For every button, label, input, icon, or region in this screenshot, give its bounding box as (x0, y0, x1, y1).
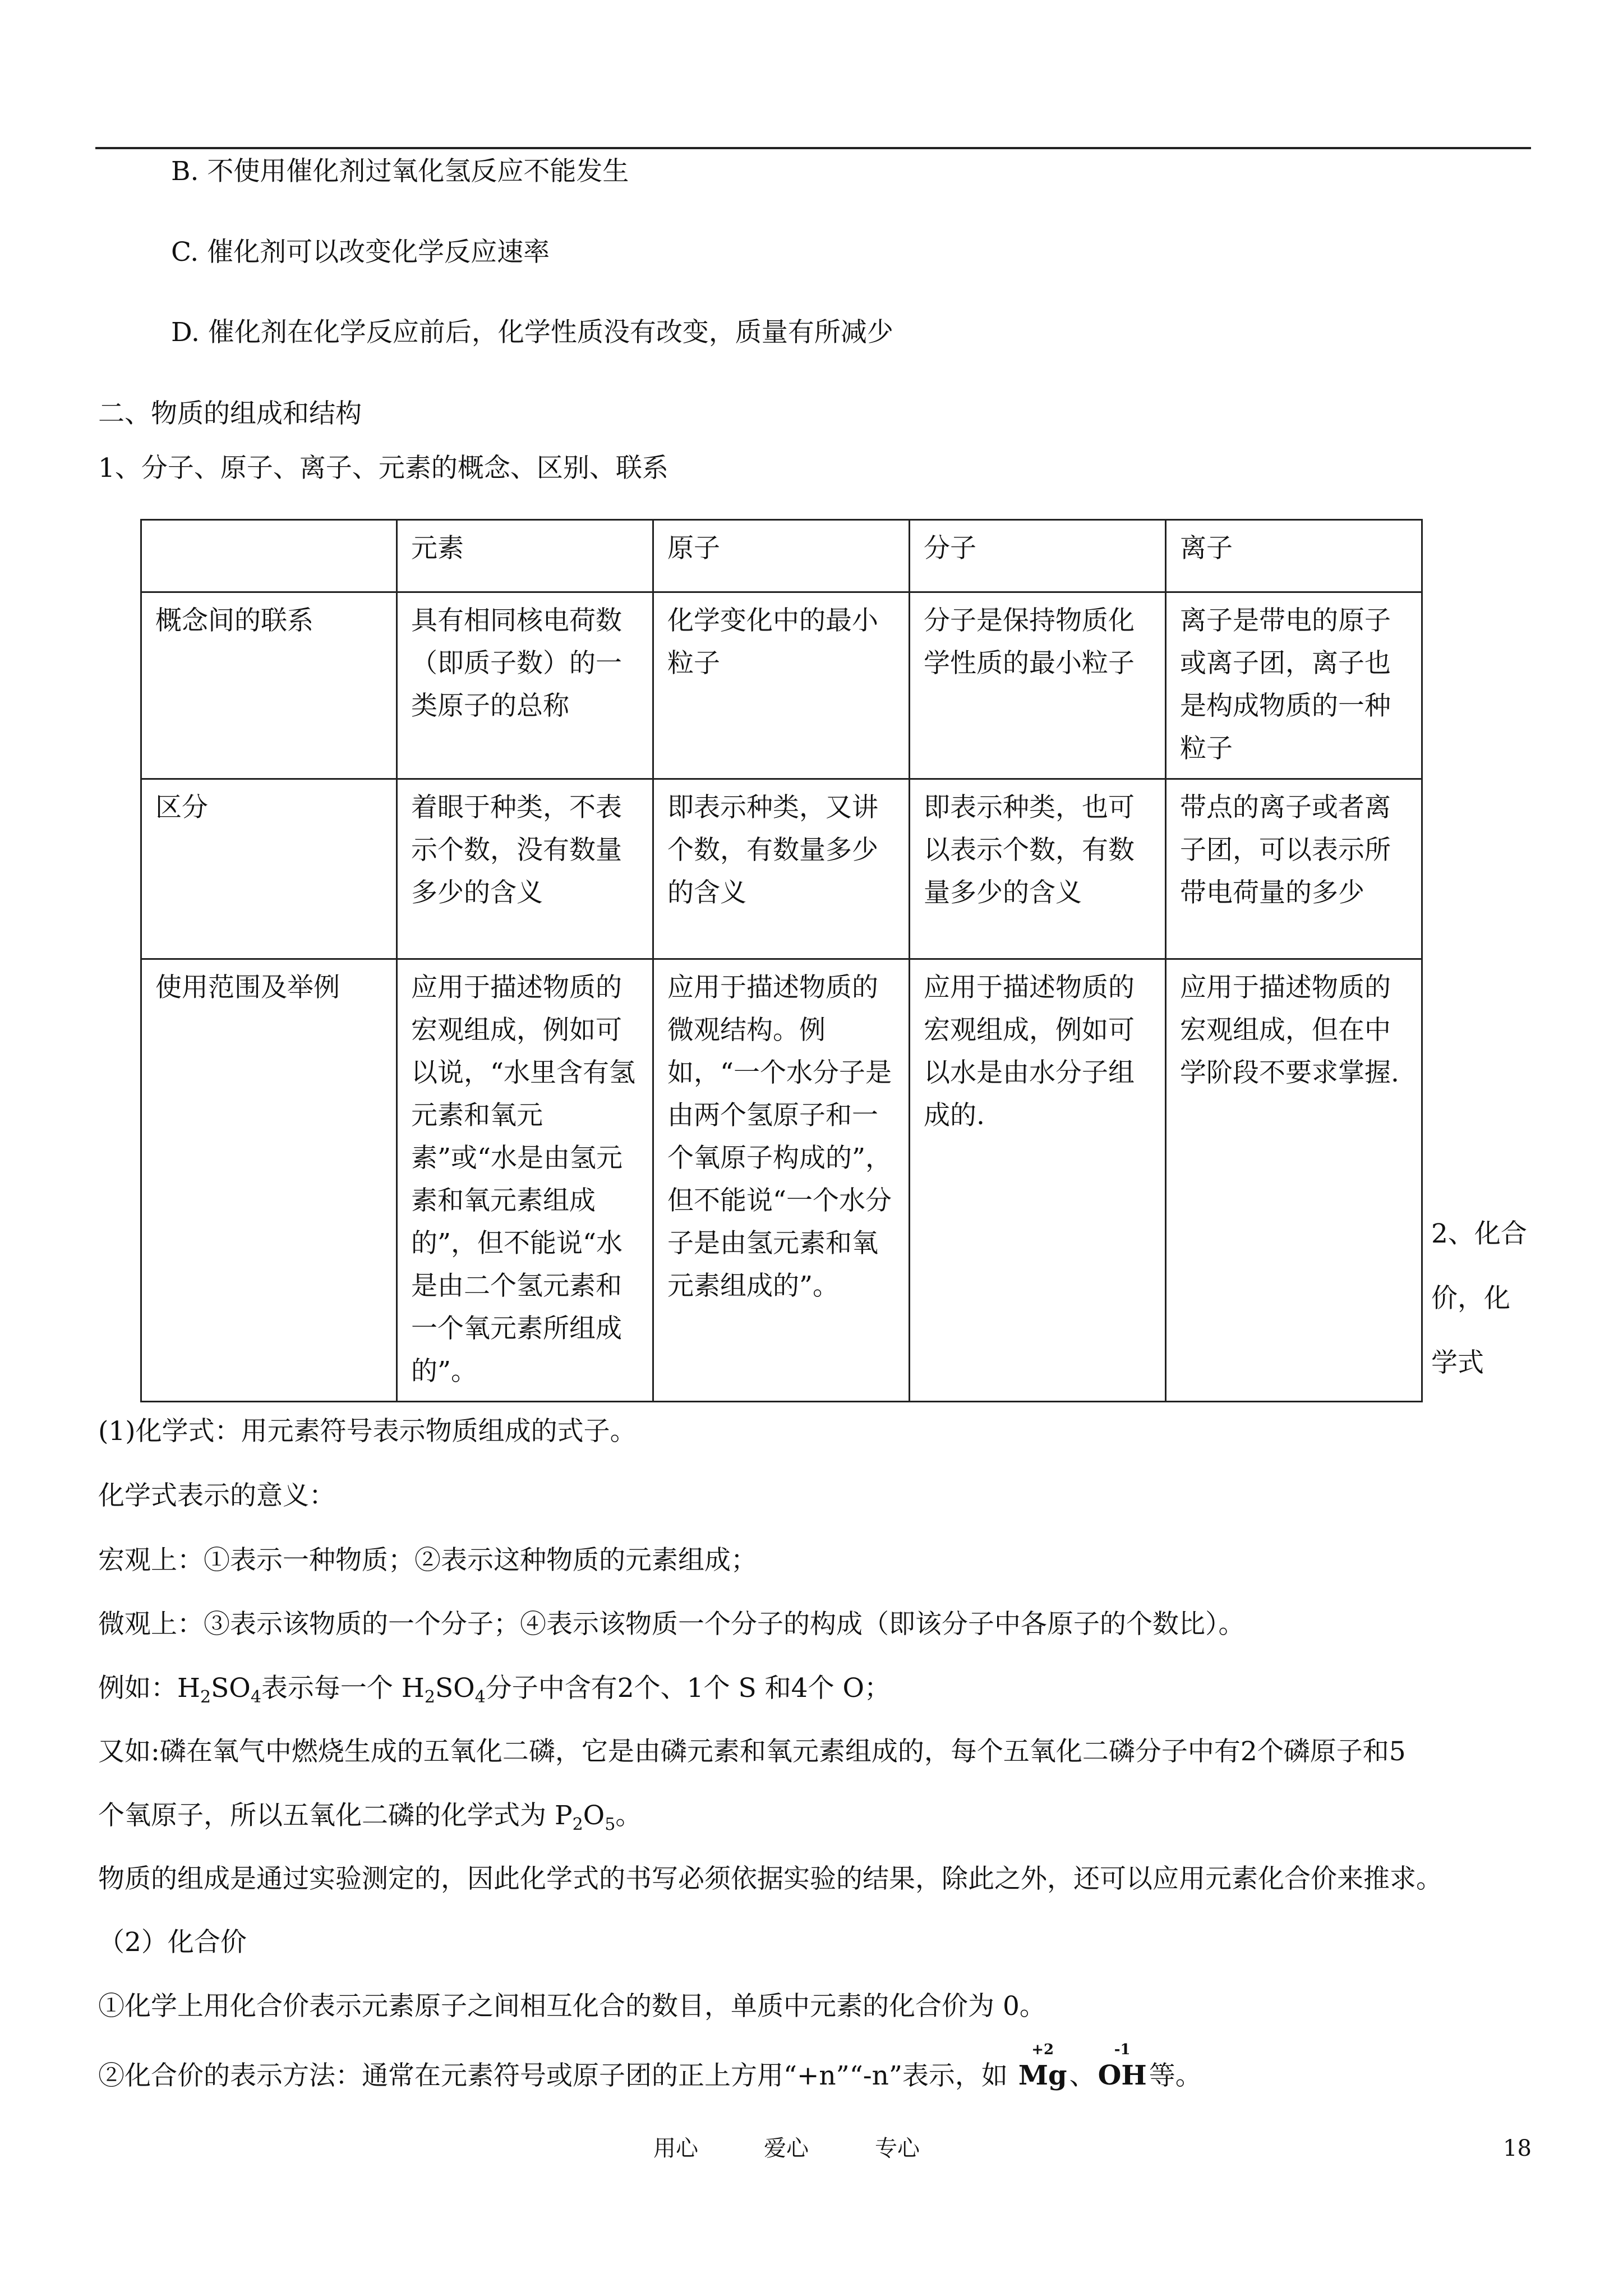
option-d: D. 催化剂在化学反应前后，化学性质没有改变，质量有所减少 (171, 317, 893, 348)
valence-superscript: -1 (1114, 2041, 1131, 2058)
text-run: SO (211, 1673, 251, 1704)
table-cell: 应用于描述物质的宏观组成，例如可以水是由水分子组成的. (910, 959, 1166, 1402)
footer-left: 用心 (653, 2136, 698, 2161)
paragraph-micro: 微观上：③表示该物质的一个分子；④表示该物质一个分子的构成（即该分子中各原子的个数比）。 (98, 1609, 1245, 1640)
text-run: 表示每一个 H (261, 1673, 425, 1704)
table-header-cell: 离子 (1166, 520, 1422, 592)
text-run: 、 (1069, 2060, 1096, 2091)
element-symbol: Mg (1018, 2060, 1067, 2091)
subscript: 4 (250, 1687, 261, 1707)
paragraph-example-p2o5: 又如:磷在氧气中燃烧生成的五氧化二磷，它是由磷元素和氧元素组成的，每个五氧化二磷分子中有2个磷原子和5 (98, 1736, 1406, 1767)
subscript: 2 (572, 1815, 583, 1834)
header-rule (95, 147, 1531, 149)
element-symbol: OH (1098, 2060, 1147, 2091)
paragraph-valence-notation (98, 2041, 1202, 2093)
concept-table (140, 519, 1423, 1402)
valence-superscript: +2 (1031, 2041, 1054, 2058)
paragraph-formula-definition: (1)化学式：用元素符号表示物质组成的式子。 (98, 1416, 637, 1447)
text-run: 。 (615, 1800, 642, 1831)
footer-right: 专心 (875, 2136, 920, 2161)
table-row (141, 592, 1422, 779)
side-note-line: 学式 (1431, 1347, 1484, 1378)
table-row (141, 779, 1422, 959)
valence-mg (1018, 2041, 1067, 2092)
table-cell: 着眼于种类，不表示个数，没有数量多少的含义 (397, 779, 653, 959)
table-row-label: 区分 (141, 779, 397, 959)
text-run: O (583, 1800, 605, 1831)
option-b: B. 不使用催化剂过氧化氢反应不能发生 (171, 156, 629, 187)
paragraph-valence-title: （2）化合价 (98, 1927, 247, 1958)
table-cell: 具有相同核电荷数（即质子数）的一类原子的总称 (397, 592, 653, 779)
paragraph-valence-definition: ①化学上用化合价表示元素原子之间相互化合的数目，单质中元素的化合价为 0。 (98, 1991, 1046, 2022)
subscript: 4 (474, 1687, 486, 1707)
subscript: 2 (424, 1687, 435, 1707)
table-row-label: 使用范围及举例 (141, 959, 397, 1402)
text-run: ②化合价的表示方法：通常在元素符号或原子团的正上方用“+n”“-n”表示，如 (98, 2060, 1008, 2091)
table-cell: 应用于描述物质的微观结构。例如，“一个水分子是由两个氢原子和一个氧原子构成的”，但不能说“一个水分子是由氢元素和氧元素组成的”。 (653, 959, 910, 1402)
option-c: C. 催化剂可以改变化学反应速率 (171, 237, 550, 268)
text-run: 分子中含有2个、1个 S 和4个 O； (485, 1673, 891, 1704)
subscript: 5 (605, 1815, 616, 1834)
table-cell: 化学变化中的最小粒子 (653, 592, 910, 779)
table-cell: 离子是带电的原子或离子团，离子也是构成物质的一种粒子 (1166, 592, 1422, 779)
text-run: 等。 (1149, 2060, 1202, 2091)
paragraph-macro: 宏观上：①表示一种物质；②表示这种物质的元素组成； (98, 1545, 757, 1576)
table-row-label: 概念间的联系 (141, 592, 397, 779)
table-header-cell: 原子 (653, 520, 910, 592)
paragraph-example-h2so4 (98, 1672, 891, 1705)
table-cell: 分子是保持物质化学性质的最小粒子 (910, 592, 1166, 779)
subscript: 2 (200, 1687, 211, 1707)
text-run: 例如：H (98, 1673, 200, 1704)
subsection-title: 1、分子、原子、离子、元素的概念、区别、联系 (98, 453, 668, 484)
paragraph-formula-meaning: 化学式表示的意义： (98, 1480, 335, 1511)
table-cell: 带点的离子或者离子团，可以表示所带电荷量的多少 (1166, 779, 1422, 959)
table-cell: 即表示种类，又讲个数，有数量多少的含义 (653, 779, 910, 959)
table-header-cell: 分子 (910, 520, 1166, 592)
page-number: 18 (1503, 2136, 1532, 2161)
side-note-line: 价，化 (1431, 1283, 1510, 1314)
table-row (141, 959, 1422, 1402)
text-run: 个氧原子，所以五氧化二磷的化学式为 P (98, 1800, 573, 1831)
side-note-line: 2、化合 (1431, 1218, 1527, 1249)
table-header-cell (141, 520, 397, 592)
text-run: SO (435, 1673, 475, 1704)
table-header-row (141, 520, 1422, 592)
footer-middle: 爱心 (764, 2136, 809, 2161)
paragraph-composition: 物质的组成是通过实验测定的，因此化学式的书写必须依据实验的结果，除此之外，还可以应用元素化合价来推求。 (98, 1864, 1442, 1894)
valence-oh (1098, 2041, 1147, 2092)
table-header-cell: 元素 (397, 520, 653, 592)
table-cell: 即表示种类，也可以表示个数，有数量多少的含义 (910, 779, 1166, 959)
table-cell: 应用于描述物质的宏观组成，例如可以说，“水里含有氢元素和氧元素”或“水是由氢元素和氧元素组成的”，但不能说“水是由二个氢元素和一个氧元素所组成的”。 (397, 959, 653, 1402)
paragraph-example-p2o5-cont (98, 1799, 642, 1833)
section-title: 二、物质的组成和结构 (98, 398, 362, 429)
table-cell: 应用于描述物质的宏观组成，但在中学阶段不要求掌握. (1166, 959, 1422, 1402)
